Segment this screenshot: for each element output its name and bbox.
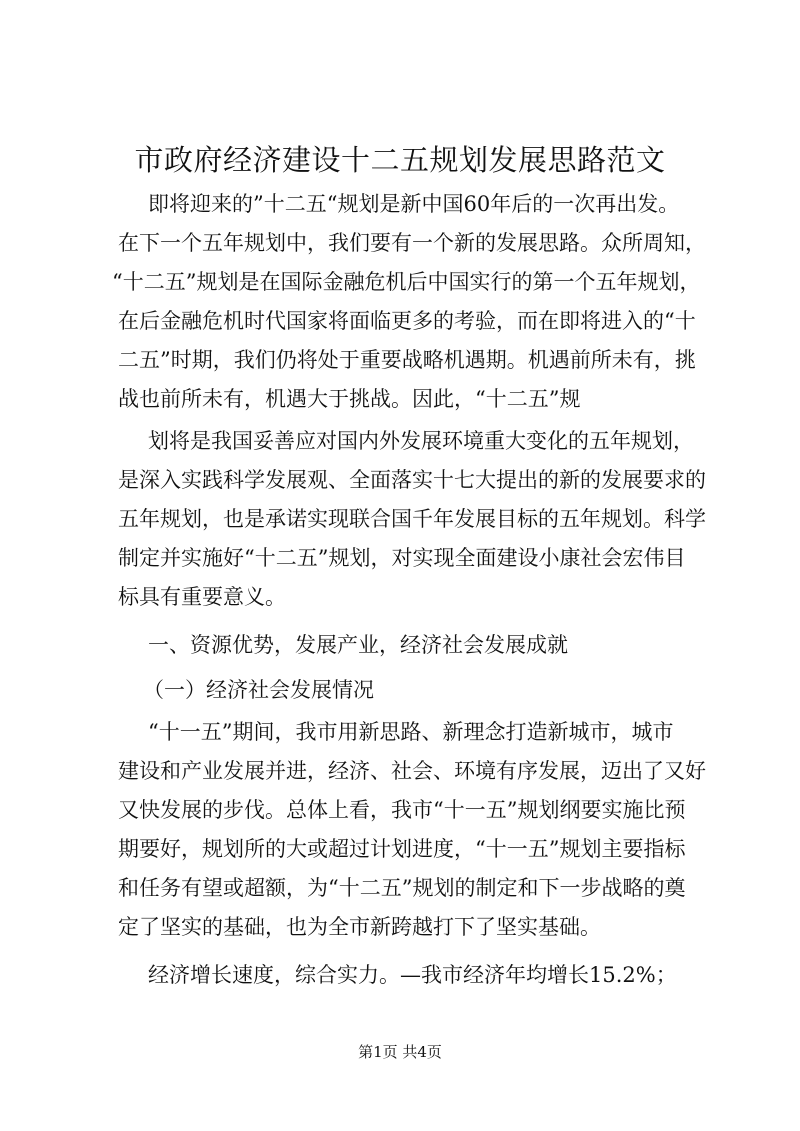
body-line: 五年规划，也是承诺实现联合国千年发展目标的五年规划。科学 xyxy=(118,507,706,531)
body-line: 划将是我国妥善应对国内外发展环境重大变化的五年规划， xyxy=(148,429,694,453)
document-title: 市政府经济建设十二五规划发展思路范文 xyxy=(134,143,666,177)
body-line: 定了坚实的基础，也为全市新跨越打下了坚实基础。 xyxy=(118,915,601,939)
body-line: 二五”时期，我们仍将处于重要战略机遇期。机遇前所未有，挑 xyxy=(118,348,696,372)
body-line: 在后金融危机时代国家将面临更多的考验，而在即将进入的“十 xyxy=(118,309,696,333)
body-line: “十二五”规划是在国际金融危机后中国实行的第一个五年规划， xyxy=(112,270,701,294)
section-heading: 一、资源优势，发展产业，经济社会发展成就 xyxy=(148,633,568,657)
body-line: 制定并实施好“十二五”规划，对实现全面建设小康社会宏伟目 xyxy=(118,546,686,570)
body-line: 即将迎来的”十二五“规划是新中国60年后的一次再出发。 xyxy=(148,192,680,216)
body-line: 和任务有望或超额，为“十二五”规划的制定和下一步战略的奠 xyxy=(118,876,686,900)
body-line: 期要好，规划所的大或超过计划进度，“十一五”规划主要指标 xyxy=(118,837,686,861)
page-number: 第1页 共4页 xyxy=(358,1043,442,1061)
body-line: 又快发展的步伐。总体上看，我市“十一五”规划纲要实施比预 xyxy=(118,798,686,822)
body-line: 在下一个五年规划中，我们要有一个新的发展思路。众所周知， xyxy=(118,231,706,255)
body-line: “十一五”期间，我市用新思路、新理念打造新城市，城市 xyxy=(148,720,674,744)
body-line: 标具有重要意义。 xyxy=(118,585,286,609)
body-line: 是深入实践科学发展观、全面落实十七大提出的新的发展要求的 xyxy=(118,468,706,492)
body-line: 经济增长速度，综合实力。—我市经济年均增长15.2%； xyxy=(148,963,677,987)
body-line: 战也前所未有，机遇大于挑战。因此，“十二五”规 xyxy=(118,387,581,411)
subsection-heading: （一）经济社会发展情况 xyxy=(143,678,374,702)
body-line: 建设和产业发展并进，经济、社会、环境有序发展，迈出了又好 xyxy=(118,759,706,783)
